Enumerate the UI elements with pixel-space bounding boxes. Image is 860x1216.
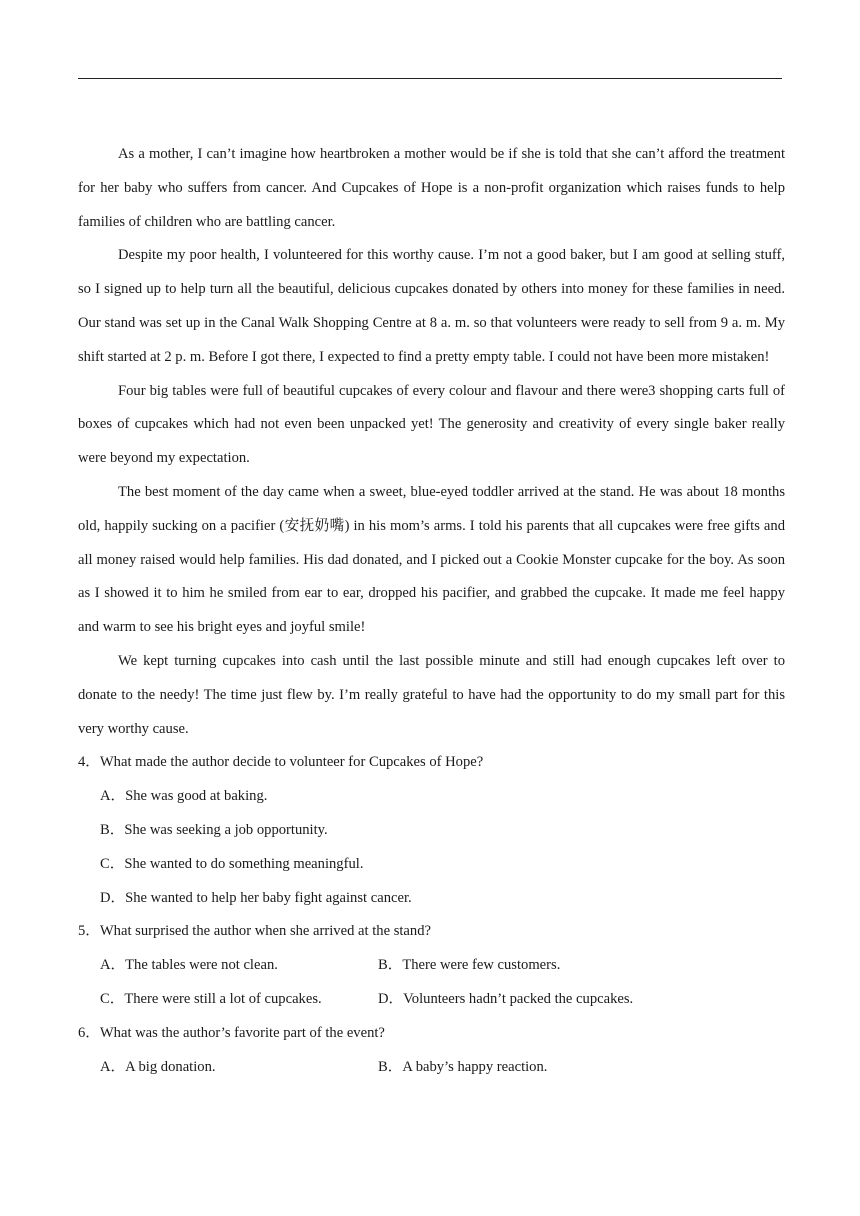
question-4 (78, 746, 785, 915)
question-4-option-c: C．She wanted to do something meaningful. (100, 855, 364, 872)
question-5-option-b: B．There were few customers. (378, 957, 561, 974)
question-5-options (78, 949, 785, 1017)
question-6-option-b: B．A baby’s happy reaction. (378, 1058, 548, 1075)
passage-paragraph-4: The best moment of the day came when a sweet, blue-eyed toddler arrived at the stand. He was about 18 months old, happily sucking on a pacifier (安抚奶嘴) in his mom’s arms. I told his parents that all cupcakes were free gifts and all money raised would help families. His dad donated, and I picked out a Cookie Monster cupcake for the boy. As soon as I showed it to him he smiled from ear to ear, dropped his pacifier, and grabbed the cupcake. It made me feel happy and warm to see his bright eyes and joyful smile! (78, 483, 785, 636)
question-6-option-a: A．A big donation. (100, 1058, 216, 1075)
question-4-options (78, 780, 785, 915)
reading-passage (78, 138, 785, 746)
question-5-option-a: A．The tables were not clean. (100, 957, 278, 974)
question-6-stem: 6．What was the author’s favorite part of the event? (78, 1024, 385, 1041)
question-4-option-b: B．She was seeking a job opportunity. (100, 821, 328, 838)
question-4-stem: 4．What made the author decide to volunteer for Cupcakes of Hope? (78, 754, 484, 771)
question-4-option-a: A．She was good at baking. (100, 788, 268, 805)
question-6-options-row-1 (100, 1051, 785, 1085)
question-4-option-d: D．She wanted to help her baby fight against cancer. (100, 889, 412, 906)
question-6 (78, 1017, 785, 1085)
question-5-options-row-1 (100, 949, 785, 983)
passage-paragraph-1: As a mother, I can’t imagine how heartbroken a mother would be if she is told that she can’t afford the treatment for her baby who suffers from cancer. And Cupcakes of Hope is a non-profit organization which raises funds to help families of children who are battling cancer. (78, 146, 785, 230)
question-5-stem: 5．What surprised the author when she arrived at the stand? (78, 923, 431, 940)
header-rule (78, 78, 782, 79)
question-5-option-d: D．Volunteers hadn’t packed the cupcakes. (378, 990, 634, 1007)
question-5-option-c: C．There were still a lot of cupcakes. (100, 990, 322, 1007)
document-body (78, 138, 785, 1084)
question-6-options (78, 1051, 785, 1085)
passage-paragraph-5: We kept turning cupcakes into cash until the last possible minute and still had enough cupcakes left over to donate to the needy! The time just flew by. I’m really grateful to have had the opportunity to do my small part for this very worthy cause. (78, 652, 785, 737)
question-5 (78, 915, 785, 1016)
question-5-options-row-2 (100, 983, 785, 1017)
passage-paragraph-3: Four big tables were full of beautiful cupcakes of every colour and flavour and there were3 shopping carts full of boxes of cupcakes which had not even been unpacked yet! The generosity and creativity of every single baker really were beyond my expectation. (78, 382, 785, 467)
passage-paragraph-2: Despite my poor health, I volunteered for this worthy cause. I’m not a good baker, but I am good at selling stuff, so I signed up to help turn all the beautiful, delicious cupcakes donated by others into money for these families in need. Our stand was set up in the Canal Walk Shopping Centre at 8 a. m. so that volunteers were ready to sell from 9 a. m. My shift started at 2 p. m. Before I got there, I expected to find a pretty empty table. I could not have been more mistaken! (78, 247, 785, 365)
